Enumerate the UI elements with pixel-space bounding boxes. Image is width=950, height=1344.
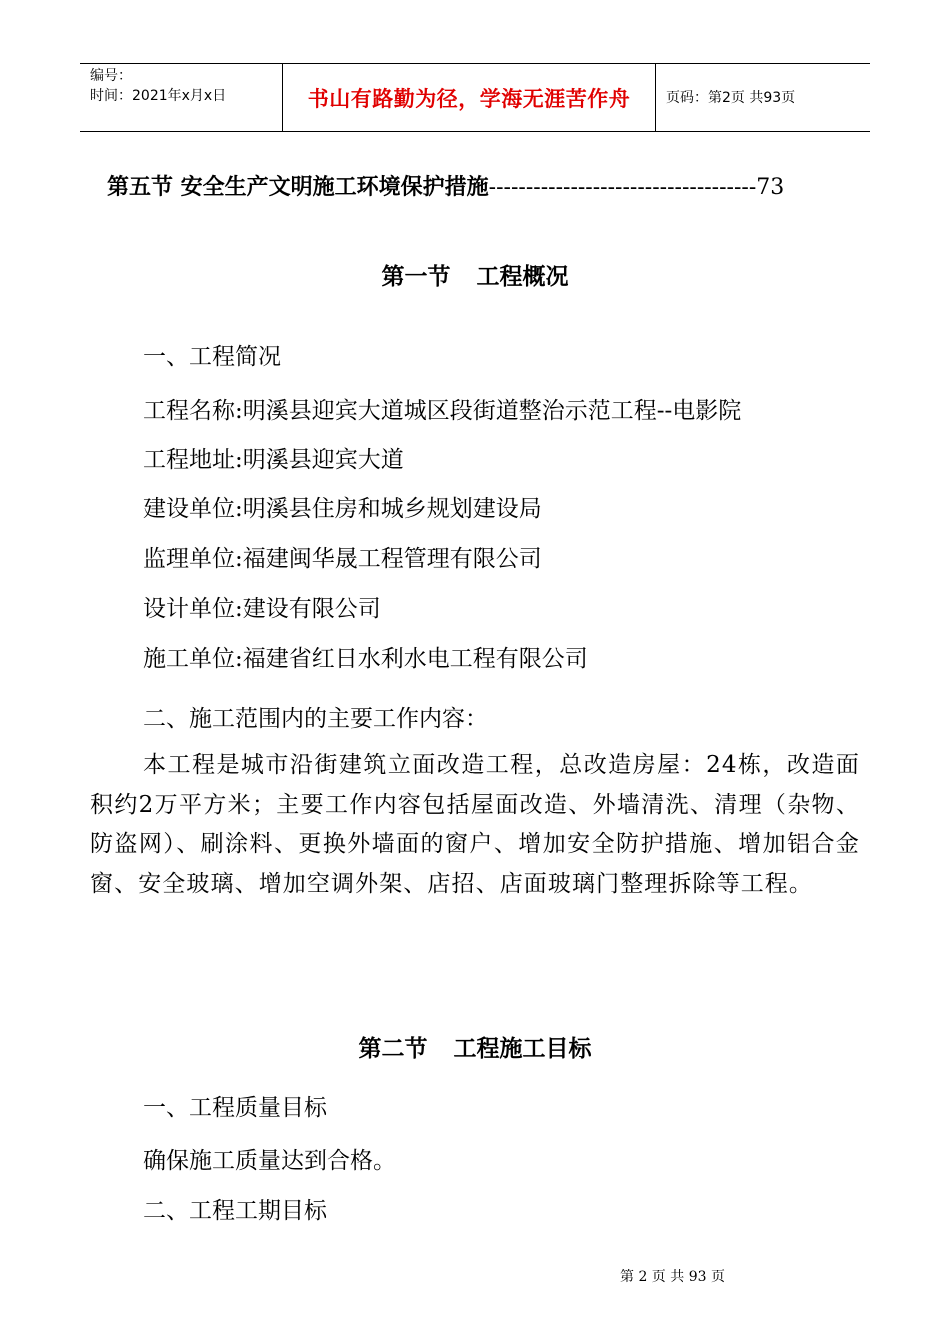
toc-entry[interactable] [107,170,862,201]
contractor-unit: 施工单位:福建省红日水利水电工程有限公司 [143,646,588,672]
toc-entry-label: 第五节 安全生产文明施工环境保护措施 [107,174,489,200]
document-number-label: 编号： [90,68,132,84]
header-page-info: 页码：第2页 共93页 [666,89,796,106]
toc-page-number: 73 [756,175,785,200]
page-footer: 第 2 页 共 93 页 [620,1269,725,1285]
section-1-heading [0,258,950,291]
project-name: 工程名称:明溪县迎宾大道城区段街道整治示范工程--电影院 [143,398,742,424]
section-1-title: 工程概况 [476,263,569,290]
document-time-label: 时间：2021年x月x日 [90,88,227,104]
section-2-subheading-schedule: 二、工程工期目标 [143,1198,327,1224]
section-2-number: 第二节 [358,1035,428,1062]
section-1-subheading-scope: 二、施工范围内的主要工作内容： [143,706,488,732]
header-slogan: 书山有路勤为径，学海无涯苦作舟 [307,86,631,111]
header-page-cell [656,64,870,131]
section-2-subheading-quality: 一、工程质量目标 [143,1095,327,1121]
header-meta-cell [80,64,282,131]
construction-owner: 建设单位:明溪县住房和城乡规划建设局 [143,496,542,522]
supervision-unit: 监理单位:福建闽华晟工程管理有限公司 [143,546,542,572]
section-1-subheading-overview: 一、工程简况 [143,344,281,370]
section-2-title: 工程施工目标 [453,1035,592,1062]
design-unit: 设计单位:建设有限公司 [143,596,381,622]
toc-leader: ------------------------------------ [488,175,757,200]
scope-paragraph: 本工程是城市沿街建筑立面改造工程，总改造房屋：24栋，改造面积约2万平方米；主要工作内容包括屋面改造、外墙清洗、清理（杂物、防盗网）、刷涂料、更换外墙面的窗户、增加安全防护措施、增加铝合金窗、安全玻璃、增加空调外架、店招、店面玻璃门整理拆除等工程。 [90,752,860,897]
project-address: 工程地址:明溪县迎宾大道 [143,447,404,473]
page-header [80,63,870,132]
quality-target: 确保施工质量达到合格。 [143,1148,396,1174]
section-2-heading [0,1030,950,1063]
header-slogan-cell [282,64,656,131]
section-1-number: 第一节 [381,263,451,290]
